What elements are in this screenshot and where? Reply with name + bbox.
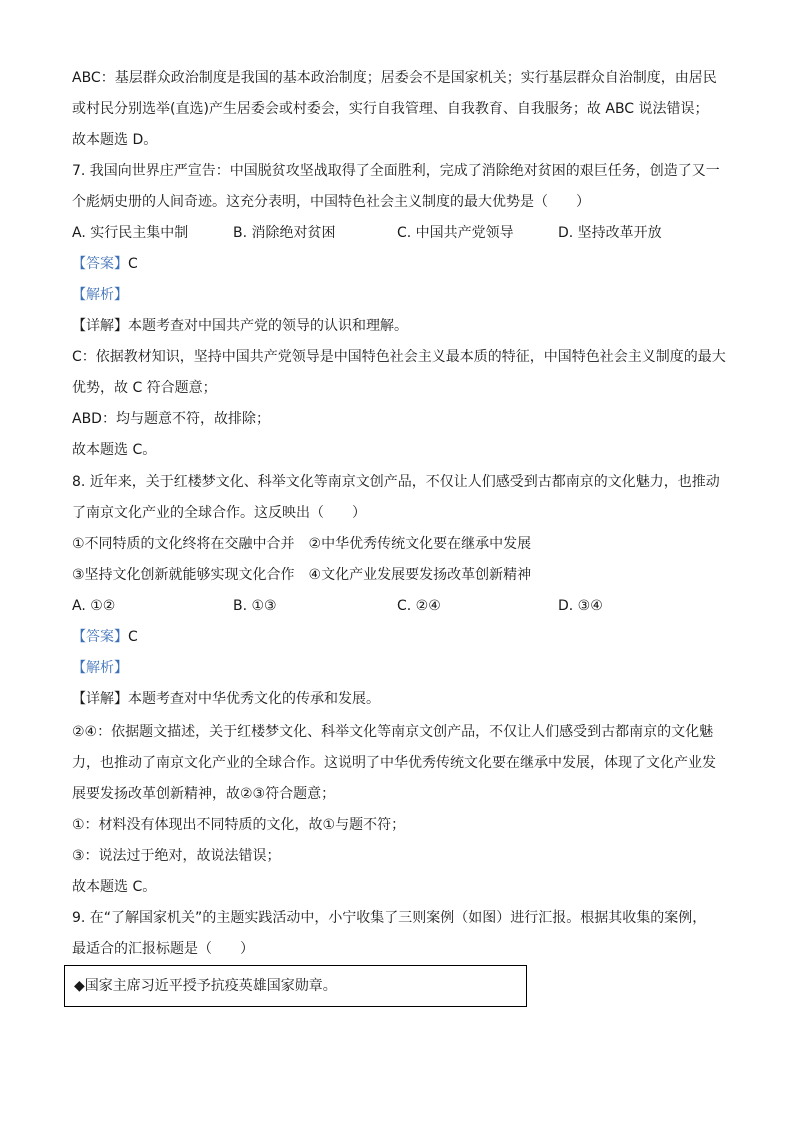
analysis-label: 【解析】 [72,287,128,303]
detail-label: 【详解】 [72,318,128,334]
q8-option-c: C. ②④ [397,598,441,614]
q7-explanation-line: C：依据教材知识，坚持中国共产党领导是中国特色社会主义最本质的特征，中国特色社会主义制度的最大 [72,349,726,365]
q9-stem: 9. 在“了解国家机关”的主题实践活动中，小宁收集了三则案例（如图）进行汇报。根据其收集的案例， [72,910,707,926]
q8-analysis-heading [72,658,128,678]
q8-option-b: B. ①③ [233,598,277,614]
q8-answer [72,627,138,647]
q8-option-d: D. ③④ [558,598,603,614]
q8-stem: 8. 近年来，关于红楼梦文化、科举文化等南京文创产品，不仅让人们感受到古都南京的文化魅力，也推动 [72,474,720,490]
detail-text: 本题考查对中国共产党的领导的认识和理解。 [128,318,408,334]
q8-statements: ③坚持文化创新就能够实现文化合作 ④文化产业发展要发扬改革创新精神 [72,567,532,583]
q7-option-a: A. 实行民主集中制 [72,225,189,241]
q8-conclusion: 故本题选 C。 [72,879,157,895]
q7-conclusion: 故本题选 C。 [72,442,157,458]
answer-label: 【答案】 [72,256,128,272]
q8-explanation-line: ①：材料没有体现出不同特质的文化，故①与题不符； [72,817,406,833]
q8-statements: ①不同特质的文化终将在交融中合并 ②中华优秀传统文化要在继承中发展 [72,536,532,552]
q8-explanation-line: ③：说法过于绝对，故说法错误； [72,848,281,864]
analysis-label: 【解析】 [72,660,128,676]
q7-answer [72,254,138,274]
q7-option-c: C. 中国共产党领导 [397,225,514,241]
q7-detail [72,316,408,336]
answer-value: C [128,629,138,645]
case-box [64,965,527,1007]
q7-option-d: D. 坚持改革开放 [558,225,662,241]
q9-stem: 最适合的汇报标题是（ ） [72,941,254,957]
detail-text: 本题考查对中华优秀文化的传承和发展。 [128,691,380,707]
q6-explanation-line: 或村民分别选举(直选)产生居委会或村委会，实行自我管理、自我教育、自我服务；故 ABC 说法错误； [72,101,709,117]
answer-value: C [128,256,138,272]
q6-explanation-line: ABC：基层群众政治制度是我国的基本政治制度；居委会不是国家机关；实行基层群众自治制度，由居民 [72,70,717,86]
answer-label: 【答案】 [72,629,128,645]
q7-analysis-heading [72,285,128,305]
q7-explanation-line: ABD：均与题意不符，故排除； [72,411,270,427]
q8-explanation-line: 力，也推动了南京文化产业的全球合作。这说明了中华优秀传统文化要在继承中发展，体现了文化产业发 [72,755,716,771]
q6-conclusion: 故本题选 D。 [72,132,158,148]
case-item: ◆国家主席习近平授予抗疫英雄国家勋章。 [74,978,337,994]
q8-stem: 了南京文化产业的全球合作。这反映出（ ） [72,505,366,521]
q7-stem: 7. 我国向世界庄严宣告：中国脱贫攻坚战取得了全面胜利，完成了消除绝对贫困的艰巨任务，创造了又一 [72,163,720,179]
q7-explanation-line: 优势，故 C 符合题意； [72,380,217,396]
q8-detail [72,689,380,709]
q7-stem: 个彪炳史册的人间奇迹。这充分表明，中国特色社会主义制度的最大优势是（ ） [72,194,590,210]
q8-option-a: A. ①② [72,598,116,614]
q7-option-b: B. 消除绝对贫困 [233,225,336,241]
q8-explanation-line: 展要发扬改革创新精神，故②③符合题意； [72,786,336,802]
detail-label: 【详解】 [72,691,128,707]
q8-explanation-line: ②④：依据题文描述，关于红楼梦文化、科举文化等南京文创产品，不仅让人们感受到古都南京的文化魅 [72,724,714,740]
